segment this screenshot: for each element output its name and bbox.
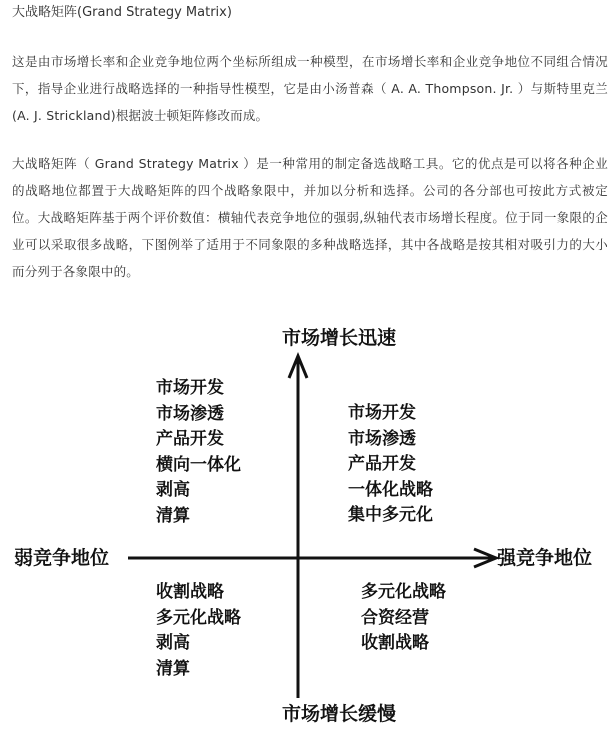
strategy-item: 市场渗透 (348, 428, 416, 449)
article-heading: 大战略矩阵(Grand Strategy Matrix) (12, 5, 232, 20)
strategy-item: 一体化战略 (348, 479, 433, 500)
strategy-item: 收割战略 (156, 582, 224, 602)
axis-label-strong-position: 强竞争地位 (497, 547, 593, 569)
strategy-item: 剥高 (156, 480, 190, 500)
strategy-item: 市场开发 (156, 378, 224, 398)
strategy-item: 产品开发 (348, 454, 416, 474)
strategy-item: 合资经营 (361, 607, 429, 628)
strategy-item: 横向一体化 (156, 454, 241, 475)
strategy-item: 市场渗透 (156, 403, 224, 424)
strategy-item: 产品开发 (156, 429, 224, 449)
paragraph-intro: 这是由市场增长率和企业竞争地位两个坐标所组成一种模型，在市场增长率和企业竞争地位不同组合情况下，指导企业进行战略选择的一种指导性模型，它是由小汤普森（ A. A. Thompson. Jr. ）与斯特里克兰(A. J. Strickland)根据波士顿矩阵修改而成。 (12, 54, 608, 123)
quadrant-bottom-left (156, 580, 241, 682)
strategy-item: 剥高 (156, 633, 190, 653)
strategy-item: 市场开发 (348, 403, 416, 423)
strategy-item: 清算 (156, 658, 190, 679)
quadrant-top-left (156, 376, 241, 529)
strategy-item: 清算 (156, 505, 190, 526)
strategy-item: 多元化战略 (156, 607, 241, 628)
quadrant-bottom-right (361, 580, 446, 657)
matrix-axes (0, 316, 615, 732)
paragraph-description: 大战略矩阵（ Grand Strategy Matrix ）是一种常用的制定备选战略工具。它的优点是可以将各种企业的战略地位都置于大战略矩阵的四个战略象限中，并加以分析和选择。公司的各分部也可按此方式被定位。大战略矩阵基于两个评价数值：横轴代表竞争地位的强弱,纵轴代表市场增长程度。位于同一象限的企业可以采取很多战略，下图例举了适用于不同象限的多种战略选择，其中各战略是按其相对吸引力的大小而分列于各象限中的。 (12, 156, 608, 279)
grand-strategy-matrix-diagram (0, 316, 615, 732)
quadrant-top-right (348, 401, 433, 529)
axis-label-weak-position: 弱竞争地位 (14, 547, 110, 569)
strategy-item: 集中多元化 (348, 505, 433, 525)
axis-label-market-growth-fast: 市场增长迅速 (282, 327, 397, 349)
strategy-item: 多元化战略 (361, 582, 446, 602)
axis-label-market-growth-slow: 市场增长缓慢 (282, 703, 397, 725)
strategy-item: 收割战略 (361, 633, 429, 653)
